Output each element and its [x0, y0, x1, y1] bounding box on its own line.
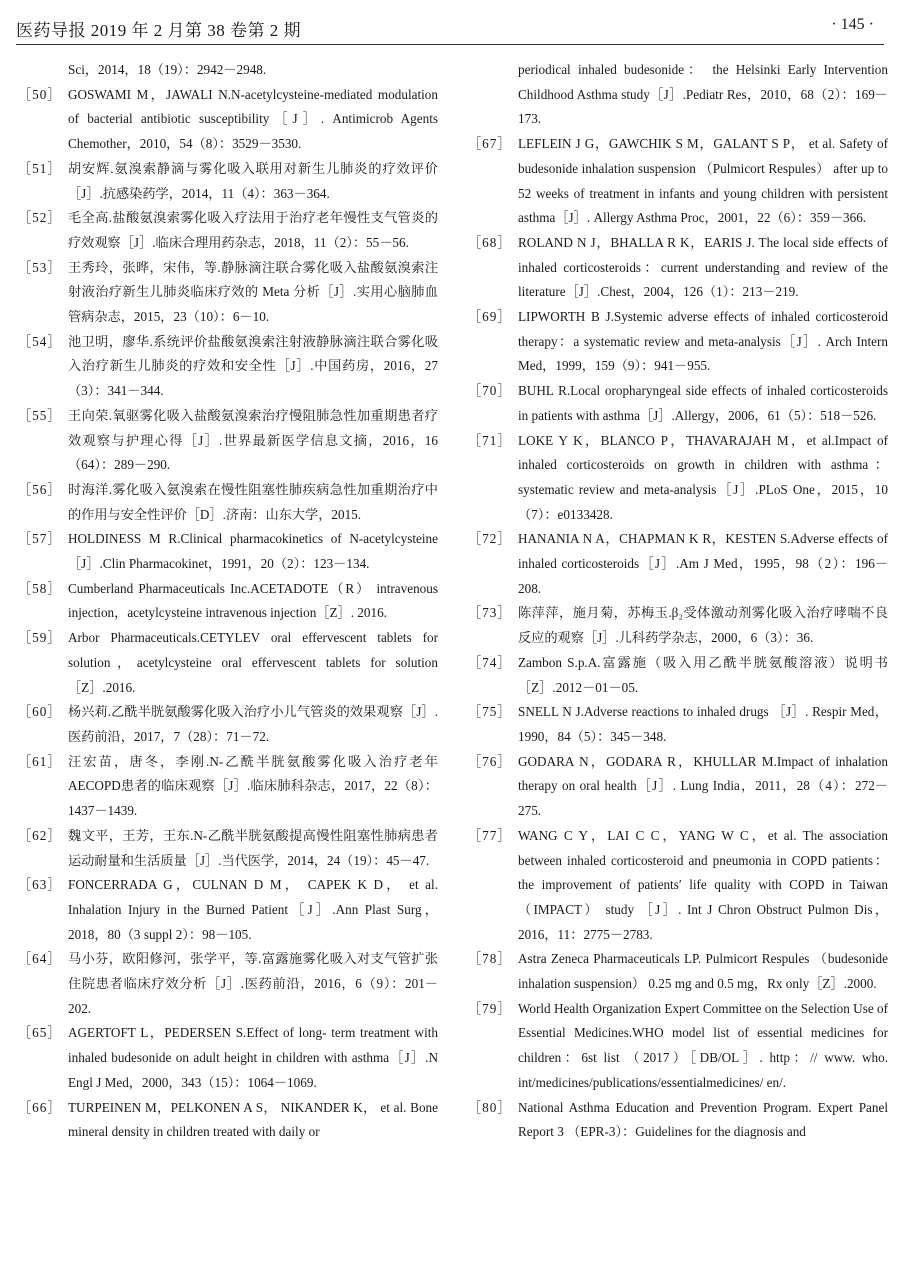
reference-text: BUHL R.Local oropharyngeal side effects of inhaled corticosteroids in patients with asthma［J］.Allergy，2006，61（5）：518－526.: [518, 383, 888, 423]
reference-number: ［69］: [468, 309, 512, 325]
reference-item: [18, 947, 438, 1021]
reference-number: ［63］: [18, 877, 62, 893]
left-reference-column: [18, 58, 438, 1145]
reference-text: HOLDINESS M R.Clinical pharmacokinetics of N-acetylcysteine［J］.Clin Pharmacokinet，1991，20（2）：123－134.: [68, 531, 438, 572]
reference-number: ［72］: [468, 531, 512, 547]
reference-item: [18, 330, 438, 404]
reference-text: AGERTOFT L，PEDERSEN S.Effect of long- term treatment with inhaled budesonide on adult height in children with asthma［J］.N Engl J Med，2000，343（15）：1064－1069.: [68, 1025, 438, 1090]
reference-number: ［70］: [468, 383, 512, 399]
reference-number: ［76］: [468, 753, 512, 769]
reference-item: [468, 997, 888, 1096]
reference-text: periodical inhaled budesonide： the Helsinki Early Intervention Childhood Asthma study［J］.Pediatr Res，2010，68（2）：169－173.: [518, 62, 888, 127]
reference-text: LOKE Y K，BLANCO P，THAVARAJAH M，et al.Impact of inhaled corticosteroids on growth in children with asthma：systematic review and meta-analysis［J］.PLoS One，2015，10（7）：e0133428.: [518, 432, 888, 522]
reference-text: GODARA N，GODARA R，KHULLAR M.Impact of inhalation therapy on oral health［J］. Lung India，2011，28（4）：272－275.: [518, 753, 888, 819]
reference-item: [468, 947, 888, 996]
reference-text: Astra Zeneca Pharmaceuticals LP. Pulmicort Respules （budesonide inhalation suspension） 0.25 mg and 0.5 mg，Rx only［Z］.2000.: [518, 951, 888, 992]
reference-text: FONCERRADA G，CULNAN D M， CAPEK K D， et al. Inhalation Injury in the Burned Patient［J］.Ann Plast Surg，2018，80（3 suppl 2）：98－105.: [68, 877, 438, 942]
reference-text: LEFLEIN J G，GAWCHIK S M，GALANT S P， et al. Safety of budesonide inhalation suspension （Pulmicort Respules） after up to 52 weeks of treatment in infants and young children with persistent asthma［J］. Allergy Asthma Proc，2001，22（6）：359－366.: [518, 136, 888, 226]
reference-number: ［75］: [468, 704, 512, 720]
reference-item: [18, 824, 438, 873]
reference-text: ROLAND N J，BHALLA R K，EARIS J. The local side effects of inhaled corticosteroids：current understanding and review of the literature［J］.Chest，2004，126（1）：213－219.: [518, 234, 888, 300]
reference-number: ［67］: [468, 136, 512, 152]
page-number: · 145 ·: [831, 16, 874, 33]
reference-text: TURPEINEN M，PELKONEN A S， NIKANDER K， et al. Bone mineral density in children treated with daily or: [68, 1099, 438, 1140]
reference-number: ［64］: [18, 951, 62, 967]
reference-item: [468, 132, 888, 231]
reference-text: National Asthma Education and Prevention Program. Expert Panel Report 3 （EPR-3）：Guidelines for the diagnosis and: [518, 1099, 888, 1140]
reference-number: ［57］: [18, 531, 62, 547]
reference-item: [18, 577, 438, 626]
reference-number: ［58］: [18, 580, 62, 596]
reference-number: ［78］: [468, 951, 512, 967]
reference-item: [468, 601, 888, 650]
reference-number: ［62］: [18, 827, 62, 843]
reference-text: WANG C Y，LAI C C，YANG W C，et al. The association between inhaled corticosteroid and pneumonia in COPD patients：the improvement of patients′ life quality with COPD in Taiwan （IMPACT） study ［J］. Int J Chron Obstruct Pulmon Dis，2016，11：2775－2783.: [518, 827, 888, 942]
reference-item: [18, 206, 438, 255]
reference-item: [18, 58, 438, 83]
reference-item: [468, 527, 888, 601]
reference-number: ［68］: [468, 234, 512, 250]
reference-item: [468, 429, 888, 528]
reference-item: [468, 1096, 888, 1145]
reference-number: ［61］: [18, 753, 62, 769]
journal-running-title: 医药导报 2019 年 2 月第 38 卷第 2 期: [16, 21, 301, 40]
reference-item: [18, 700, 438, 749]
reference-number: ［77］: [468, 827, 512, 843]
reference-item: [468, 700, 888, 749]
reference-item: [18, 750, 438, 824]
right-reference-column: [468, 58, 888, 1145]
reference-item: [18, 527, 438, 576]
reference-number: ［51］: [18, 160, 62, 176]
reference-text: 池卫明，廖华.系统评价盐酸氨溴索注射液静脉滴注联合雾化吸入治疗新生儿肺炎的疗效和安全性［J］.中国药房，2016，27（3）：341－344.: [68, 333, 438, 399]
reference-text: 胡安辉.氨溴索静滴与雾化吸入联用对新生儿肺炎的疗效评价［J］.抗感染药学，2014，11（4）：363－364.: [68, 160, 438, 201]
reference-text: 王向荣.氧驱雾化吸入盐酸氨溴索治疗慢阻肺急性加重期患者疗效观察与护理心得［J］.世界最新医学信息文摘，2016，16（64）：289－290.: [68, 407, 438, 473]
reference-text: 杨兴莉.乙酰半胱氨酸雾化吸入治疗小儿气管炎的效果观察［J］.医药前沿，2017，7（28）：71－72.: [68, 704, 438, 744]
reference-item: [468, 651, 888, 700]
reference-text: 毛全高.盐酸氨溴索雾化吸入疗法用于治疗老年慢性支气管炎的疗效观察［J］.临床合理用药杂志，2018，11（2）：55－56.: [68, 210, 438, 250]
reference-item: [18, 478, 438, 527]
reference-item: [18, 1021, 438, 1095]
reference-text: World Health Organization Expert Committee on the Selection Use of Essential Medicines.WHO model list of essential medicines for children：6st list （2017）［DB/OL］. http：// www. who. int/medicines/publications/essentialmedicines/ en/.: [518, 1000, 888, 1090]
reference-item: [468, 305, 888, 379]
reference-number: ［53］: [18, 259, 62, 275]
reference-item: [18, 157, 438, 206]
reference-item: [468, 58, 888, 132]
reference-number: ［71］: [468, 432, 512, 448]
reference-number: ［54］: [18, 333, 62, 349]
reference-text: LIPWORTH B J.Systemic adverse effects of inhaled corticosteroid therapy：a systematic review and meta-analysis［J］. Arch Intern Med，1999，159（9）：941－955.: [518, 309, 888, 374]
reference-number: ［65］: [18, 1025, 62, 1041]
reference-text: 魏文平，王芳，王东.N-乙酰半胱氨酸提高慢性阻塞性肺病患者运动耐量和生活质量［J］.当代医学，2014，24（19）：45－47.: [68, 827, 438, 868]
reference-item: [468, 824, 888, 948]
reference-text: 王秀玲，张晔，宋伟，等.静脉滴注联合雾化吸入盐酸氨溴索注射液治疗新生儿肺炎临床疗效的 Meta 分析［J］.实用心脑肺血管病杂志，2015，23（10）：6－10.: [68, 259, 438, 325]
reference-item: [18, 404, 438, 478]
reference-item: [468, 750, 888, 824]
reference-number: ［52］: [18, 210, 62, 226]
reference-text: 陈萍萍，施月菊，苏梅玉.β₂受体激动剂雾化吸入治疗哮喘不良反应的观察［J］.儿科药学杂志，2000，6（3）：36.: [518, 605, 888, 646]
reference-text: HANANIA N A，CHAPMAN K R，KESTEN S.Adverse effects of inhaled corticosteroids［J］.Am J Med，1995，98（2）：196－208.: [518, 531, 888, 596]
reference-number: ［56］: [18, 481, 62, 497]
reference-number: ［55］: [18, 407, 62, 423]
reference-number: ［74］: [468, 654, 512, 670]
reference-text: 汪宏苗，唐冬，李刚.N-乙酰半胱氨酸雾化吸入治疗老年AECOPD患者的临床观察［J］.临床肺科杂志，2017，22（8）：1437－1439.: [68, 753, 438, 819]
reference-text: Arbor Pharmaceuticals.CETYLEV oral effervescent tablets for solution，acetylcysteine oral effervescent tablets for solution［Z］.2016.: [68, 630, 438, 695]
reference-item: [468, 379, 888, 428]
reference-number: ［79］: [468, 1000, 512, 1016]
reference-number: ［60］: [18, 704, 62, 720]
reference-text: Zambon S.p.A.富露施（吸入用乙酰半胱氨酸溶液）说明书［Z］.2012－01－05.: [518, 654, 888, 695]
reference-item: [18, 256, 438, 330]
reference-text: Sci，2014，18（19）：2942－2948.: [68, 62, 267, 77]
reference-number: ［59］: [18, 630, 62, 646]
reference-number: ［50］: [18, 86, 62, 102]
reference-text: Cumberland Pharmaceuticals Inc.ACETADOTE（R） intravenous injection，acetylcysteine intravenous injection［Z］. 2016.: [68, 580, 438, 621]
reference-text: 时海洋.雾化吸入氨溴索在慢性阻塞性肺疾病急性加重期治疗中的作用与安全性评价［D］.济南：山东大学，2015.: [68, 481, 438, 522]
reference-text: SNELL N J.Adverse reactions to inhaled drugs ［J］. Respir Med，1990，84（5）：345－348.: [518, 704, 888, 744]
reference-number: ［66］: [18, 1099, 62, 1115]
reference-item: [468, 231, 888, 305]
reference-item: [18, 626, 438, 700]
reference-text: 马小芬，欧阳修河，张学平，等.富露施雾化吸入对支气管扩张住院患者临床疗效分析［J］.医药前沿，2016，6（9）：201－202.: [68, 951, 438, 1016]
page-header: [16, 10, 884, 45]
reference-item: [18, 1096, 438, 1145]
reference-number: ［80］: [468, 1099, 512, 1115]
reference-number: ［73］: [468, 605, 512, 621]
reference-item: [18, 83, 438, 157]
reference-item: [18, 873, 438, 947]
reference-text: GOSWAMI M，JAWALI N.N-acetylcysteine-mediated modulation of bacterial antibiotic susceptibility［J］. Antimicrob Agents Chemother，2010，54（8）：3529－3530.: [68, 86, 438, 152]
